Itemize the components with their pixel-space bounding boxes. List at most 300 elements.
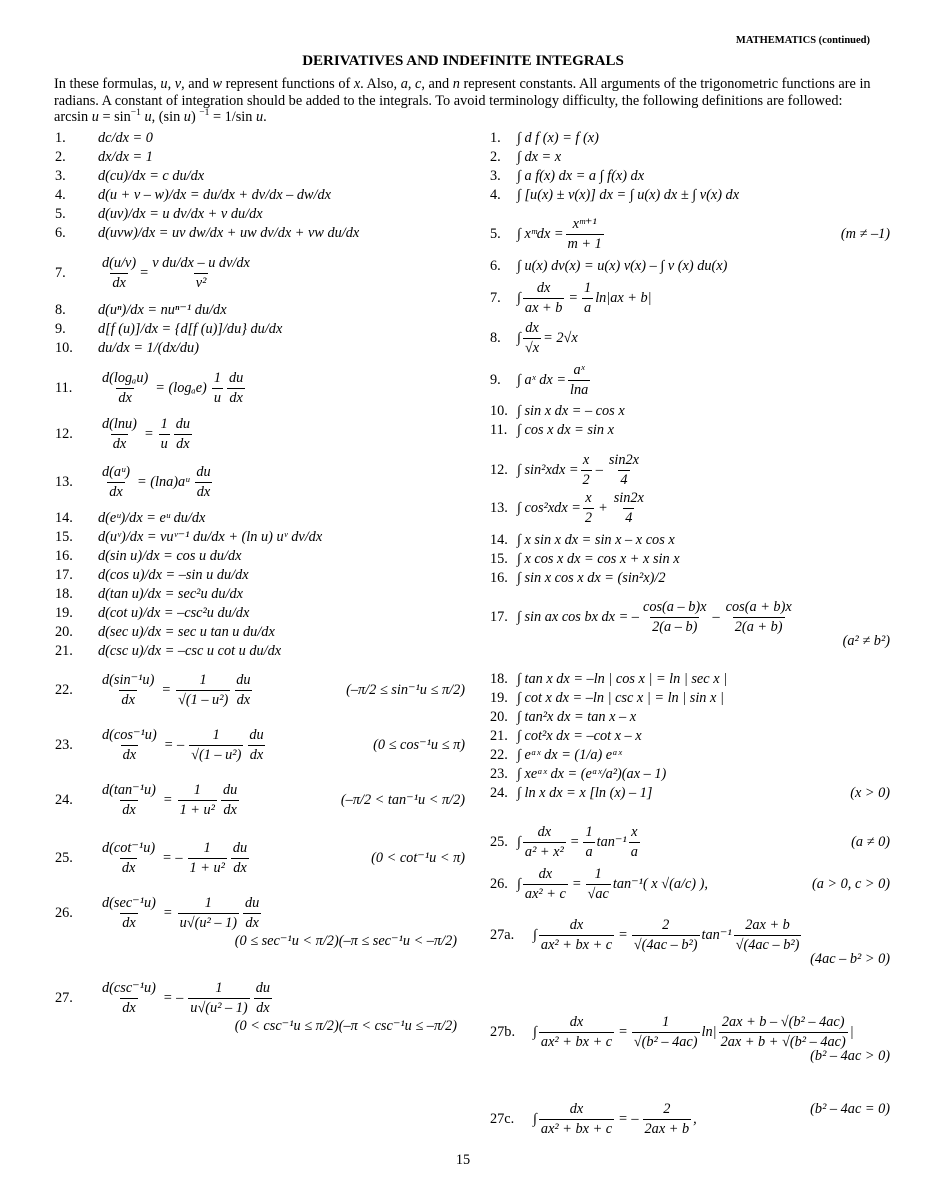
denominator: u [213,390,221,406]
domain-condition: (0 < cot⁻¹u < π) [371,850,465,866]
numerator: x [631,824,638,840]
lhs-fraction [100,980,158,1017]
formula-number: 5. [490,226,501,242]
numerator: sin2x [613,490,644,506]
denominator: dx [118,390,132,406]
denominator: 1 + u² [189,860,225,876]
formula-text: ∫ dx = x [517,149,562,165]
formula-text: ∫ tan x dx = –ln | cos x | = ln | sec x | [517,671,728,687]
integral-formula [490,452,890,489]
formula-text: d(cu)/dx = c du/dx [98,168,205,184]
formula-number: 22. [490,747,508,763]
denominator: 4 [620,472,628,488]
denominator: a² + x² [524,844,564,860]
derivative-formula [55,529,465,546]
numerator: aˣ [573,362,585,378]
formula-number: 3. [55,168,66,184]
page-number: 15 [455,1152,471,1168]
integral-formula [490,671,890,688]
numerator: 1 [160,416,168,432]
denominator: dx [229,390,243,406]
integral-prefix: ∫ [517,330,521,346]
denominator: dx [109,484,123,500]
formula-text: ∫ eᵃˣ dx = (1/a) eᵃˣ [517,747,622,763]
formula-number: 16. [490,570,508,586]
formula-number: 20. [490,709,508,725]
coefficient-fraction [607,452,641,489]
denominator: dx [122,802,136,818]
integral-suffix: tan⁻¹( x √(a/c) ), [612,876,708,892]
formula-number: 7. [55,265,66,281]
intro-paragraph: In these formulas, u, v, and w represent functions of x. Also, a, c, and n represent constants. All arguments of the trigonometric functions are in radians. A constant of integration should be added to the integrals. To avoid terminology difficulty, the following definitions are followed: $\arcsin u = \sin^{-1} u$, (sin u) $^{-1}$ = 1/sin u. [54,76,871,125]
numerator: du [255,980,270,996]
formula-number: 16. [55,548,73,564]
du-dx-fraction [247,727,265,764]
coefficient-fraction [586,866,611,903]
formula-text: ∫ cot²x dx = –cot x – x [517,728,642,744]
formula-number: 7. [490,290,501,306]
derivative-formula [55,782,465,819]
domain-condition: (0 < csc⁻¹u ≤ π/2)(–π < csc⁻¹u ≤ –π/2) [234,1018,457,1034]
denominator: ax² + bx + c [540,1034,613,1050]
denominator: √(4ac – b²) [633,937,698,953]
numerator: 1 [212,727,220,743]
derivative-formula [55,321,465,338]
denominator: √ac [587,886,609,902]
formula-body [533,1014,854,1051]
numerator: d(tan⁻¹u) [102,782,156,798]
integral-prefix: ∫ [517,834,521,850]
formula-number: 6. [490,258,501,274]
numerator: x [585,490,592,506]
formula-number: 18. [490,671,508,687]
formula-number: 6. [55,225,66,241]
denominator: 2 [584,510,593,526]
denominator: √(4ac – b²) [735,937,800,953]
formula-body [98,529,322,546]
derivative-formula [55,130,465,147]
formula-number: 4. [490,187,501,203]
derivative-formula [55,586,465,603]
integral-prefix: ∫ xᵐdx = [517,226,564,242]
numerator: d(sin⁻¹u) [102,672,155,688]
formula-body [98,168,204,185]
operator: + [598,500,608,516]
numerator: 1 [199,672,207,688]
domain-condition: (b² – 4ac > 0) [810,1048,890,1064]
formula-text: ∫ a f(x) dx = a ∫ f(x) dx [517,168,645,184]
formula-body [517,570,665,587]
formula-number: 12. [55,426,73,442]
denominator: √(1 – u²) [191,747,242,763]
formula-text: ∫ ln x dx = x [ln (x) – 1] [517,785,653,801]
argument-fraction [719,1014,848,1051]
integrand-fraction [523,824,566,861]
numerator: 1 [662,1014,670,1030]
formula-body [98,624,275,641]
coefficient-fraction [188,840,227,877]
formula-text: ∫ tan²x dx = tan x – x [517,709,637,725]
formula-body [98,206,263,223]
formula-body [98,149,153,166]
formula-number: 8. [490,330,501,346]
formula-number: 27. [55,990,73,1006]
derivative-formula [55,302,465,319]
coefficient-fraction [724,599,794,636]
denominator: 1 + u² [179,802,215,818]
numerator: d(cot⁻¹u) [102,840,156,856]
integral-formula [490,168,890,185]
numerator: x [582,452,590,468]
integral-formula [490,258,890,275]
integral-formula [490,728,890,745]
formula-body [98,840,251,877]
formula-text: du/dx = 1/(dx/du) [98,340,199,356]
formula-body [517,280,652,317]
formula-text: ∫ u(x) dv(x) = u(x) v(x) – ∫ v (x) du(x) [517,258,728,274]
lhs-fraction [100,464,132,501]
coefficient-fraction [612,490,646,527]
formula-number: 18. [55,586,73,602]
integral-formula [490,422,890,439]
formula-text: d(sin u)/dx = cos u du/dx [98,548,242,564]
operator: = [618,927,628,943]
operator: – [712,609,720,625]
denominator: dx [122,1000,136,1016]
domain-condition: (0 ≤ cos⁻¹u ≤ π) [373,737,465,753]
formula-body [98,302,227,319]
formula-text: d(tan u)/dx = sec²u du/dx [98,586,243,602]
denominator: dx [176,436,190,452]
formula-body [98,567,249,584]
numerator: xᵐ⁺¹ [572,216,597,232]
denominator: 2(a – b) [652,619,698,635]
formula-number: 2. [55,149,66,165]
formula-number: 26. [55,905,73,921]
integral-formula [490,709,890,726]
formula-number: 17. [490,609,508,625]
formula-body [98,980,274,1017]
derivative-formula [55,624,465,641]
numerator: dx [538,866,553,882]
formula-body [517,671,727,688]
denominator: dx [233,860,247,876]
numerator: dx [569,1014,584,1030]
formula-number: 20. [55,624,73,640]
formula-number: 14. [55,510,73,526]
derivative-formula [55,416,465,453]
derivative-formula [55,510,465,527]
formula-body [517,599,796,636]
operator: = [143,426,154,442]
formula-text: d(cot u)/dx = –csc²u du/dx [98,605,250,621]
domain-condition: (x > 0) [850,785,890,801]
formula-text: d(eᵘ)/dx = eᵘ du/dx [98,510,206,526]
formula-number: 21. [55,643,73,659]
formula-number: 9. [55,321,66,337]
formula-text: dc/dx = 0 [98,130,153,146]
du-dx-fraction [243,895,261,932]
operator: = – [162,990,184,1006]
formula-body [98,895,263,932]
formula-text: d(csc u)/dx = –csc u cot u du/dx [98,643,282,659]
formula-body [98,321,282,338]
formula-text: d(sec u)/dx = sec u tan u du/dx [98,624,275,640]
formula-body [98,782,241,819]
du-dx-fraction [194,464,212,501]
formula-body [98,255,254,292]
integrand-fraction [539,1014,614,1051]
formula-text: ∫ xeᵃˣ dx = (eᵃˣ/a²)(ax – 1) [517,766,667,782]
formula-number: 24. [490,785,508,801]
integral-prefix: ∫ [533,1024,537,1040]
denominator: dx [249,747,264,763]
formula-body [98,643,281,660]
integral-prefix: ∫ [517,290,521,306]
formula-body [517,551,680,568]
integrand-fraction [568,362,590,399]
denominator: 2ax + b + √(b² – 4ac) [720,1034,846,1050]
domain-condition: (0 ≤ sec⁻¹u < π/2)(–π ≤ sec⁻¹u < –π/2) [234,933,457,949]
numerator: d(csc⁻¹u) [102,980,156,996]
formula-body [98,605,249,622]
integral-formula [490,403,890,420]
operator: = [162,905,173,921]
integral-prefix: ∫ [533,927,537,943]
formula-body [98,548,241,565]
numerator: 1 [585,824,593,840]
numerator: sin2x [608,452,640,468]
integrand-fraction [641,599,709,636]
formula-body [517,728,642,745]
formula-body [517,532,675,549]
domain-condition: (a² ≠ b²) [842,633,890,649]
domain-condition: (a > 0, c > 0) [811,876,890,892]
numerator: d(u/v) [102,255,137,271]
formula-number: 25. [55,850,73,866]
numerator: 2ax + b [745,917,790,933]
formula-text: d(uⁿ)/dx = nuⁿ⁻¹ du/dx [98,302,227,318]
integral-formula [490,690,890,707]
operator: = – [163,737,185,753]
rhs-fraction [150,255,252,292]
formula-number: 25. [490,834,508,850]
formula-body [517,187,739,204]
formula-text: dx/dx = 1 [98,149,153,165]
lhs-fraction [100,672,156,709]
denominator: dx [112,275,126,291]
formula-number: 5. [55,206,66,222]
numerator: 1 [203,840,211,856]
du-dx-fraction [234,672,252,709]
formula-body [98,672,255,709]
integral-suffix: = 2√x [543,330,578,346]
formula-number: 21. [490,728,508,744]
formula-number: 12. [490,462,508,478]
denominator: lna [569,382,589,398]
integral-suffix: , [693,1111,697,1127]
integral-formula [490,785,890,802]
formula-text: d[f (u)]/dx = {d[f (u)]/du} du/dx [98,321,283,337]
formula-body [517,216,606,253]
formula-body [517,866,708,903]
formula-number: 1. [490,130,501,146]
lhs-fraction [100,840,157,877]
integral-formula [490,362,890,399]
formula-body [517,709,636,726]
numerator: dx [525,320,539,336]
coefficient-fraction [178,895,239,932]
integral-prefix: ∫ [533,1111,537,1127]
coefficient-fraction [632,1014,700,1051]
integrand-fraction [523,866,568,903]
formula-text: ∫ cos x dx = sin x [517,422,614,438]
formula-body [517,422,614,439]
integrand-fraction [539,917,614,954]
formula-body [517,362,592,399]
lhs-fraction [100,727,159,764]
integral-prefix: ∫ sin ax cos bx dx = – [517,609,639,625]
denominator: ax² + c [524,886,566,902]
integral-formula [490,866,890,903]
derivative-formula [55,168,465,185]
numerator: du [249,727,264,743]
derivative-formula [55,727,465,764]
integrand-fraction [581,452,592,489]
operator: = [162,792,173,808]
du-dx-fraction [231,840,249,877]
numerator: dx [537,824,552,840]
coefficient-fraction [188,980,249,1017]
formula-body [517,452,643,489]
formula-text: d(u + v – w)/dx = du/dx + dv/dx – dw/dx [98,187,332,203]
operator: = [571,876,582,892]
coefficient-fraction [159,416,170,453]
numerator: du [175,416,191,432]
denominator: dx [122,915,136,931]
numerator: d(sec⁻¹u) [102,895,156,911]
formula-body [98,340,199,357]
derivative-formula [55,255,465,292]
formula-number: 10. [490,403,508,419]
argument-fraction [734,917,802,954]
integral-formula [490,917,890,967]
derivative-formula [55,567,465,584]
formula-body [98,586,243,603]
derivative-formula [55,548,465,565]
du-dx-fraction [221,782,239,819]
numerator: d(aᵘ) [102,464,131,480]
operator: = (logₐe) [155,380,207,396]
derivative-formula [55,187,465,204]
operator: = [618,1024,628,1040]
denominator: dx [196,484,211,500]
integral-formula [490,149,890,166]
integrand-fraction [583,490,594,527]
denominator: dx [121,692,135,708]
formula-body [517,766,666,783]
denominator: √(1 – u²) [178,692,229,708]
coefficient-fraction [176,672,230,709]
denominator: dx [122,747,137,763]
formula-number: 27c. [490,1111,515,1127]
lhs-fraction [100,255,138,292]
numerator: 2 [663,1101,671,1117]
numerator: du [236,672,251,688]
denominator: 2ax + b [644,1121,690,1137]
formula-number: 14. [490,532,508,548]
integral-formula [490,216,890,253]
formula-number: 2. [490,149,501,165]
formula-number: 11. [55,380,73,396]
denominator: dx [121,860,136,876]
integral-formula [490,320,890,357]
formula-body [517,824,642,861]
denominator: dx [223,802,237,818]
formula-body [98,416,194,453]
formula-body [98,727,268,764]
numerator: d(logₐu) [102,370,149,386]
formula-body [517,403,625,420]
integral-formula [490,766,890,783]
formula-text: ∫ sin x cos x dx = (sin²x)/2 [517,570,666,586]
denominator: m + 1 [567,236,602,252]
domain-condition: (m ≠ –1) [840,226,890,242]
formula-number: 26. [490,876,508,892]
formula-body [98,510,205,527]
formula-body [517,320,578,357]
operator: = – [618,1111,639,1127]
numerator: du [196,464,211,480]
denominator: dx [236,692,251,708]
formula-number: 23. [490,766,508,782]
formula-number: 11. [490,422,508,438]
numerator: dx [569,1101,584,1117]
formula-body [517,258,727,275]
formula-number: 3. [490,168,501,184]
numerator: dx [569,917,584,933]
formula-number: 24. [55,792,73,808]
numerator: d(cos⁻¹u) [102,727,157,743]
formula-body [517,747,622,764]
integral-formula [490,1101,890,1138]
lhs-fraction [100,370,150,407]
derivative-formula [55,980,465,1034]
du-dx-fraction [174,416,192,453]
derivative-formula [55,149,465,166]
lhs-fraction [100,782,158,819]
integral-suffix: ln|ax + b| [595,290,652,306]
formula-number: 22. [55,682,73,698]
denominator: u√(u² – 1) [179,915,237,931]
coefficient-fraction [212,370,223,407]
coefficient-fraction [632,917,700,954]
denominator: a [585,844,593,860]
denominator: √(b² – 4ac) [633,1034,698,1050]
formula-number: 13. [490,500,508,516]
operator: = [568,290,579,306]
formula-text: d(uᵛ)/dx = vuᵛ⁻¹ du/dx + (ln u) uᵛ dv/dx [98,529,323,545]
integral-prefix: ∫ [517,876,521,892]
derivative-formula [55,340,465,357]
numerator: 1 [213,370,221,386]
du-dx-fraction [227,370,245,407]
domain-condition: (b² – 4ac = 0) [810,1101,890,1117]
coefficient-fraction [582,280,593,317]
lhs-fraction [100,895,158,932]
formula-text: ∫ x sin x dx = sin x – x cos x [517,532,675,548]
formula-body [98,370,247,407]
